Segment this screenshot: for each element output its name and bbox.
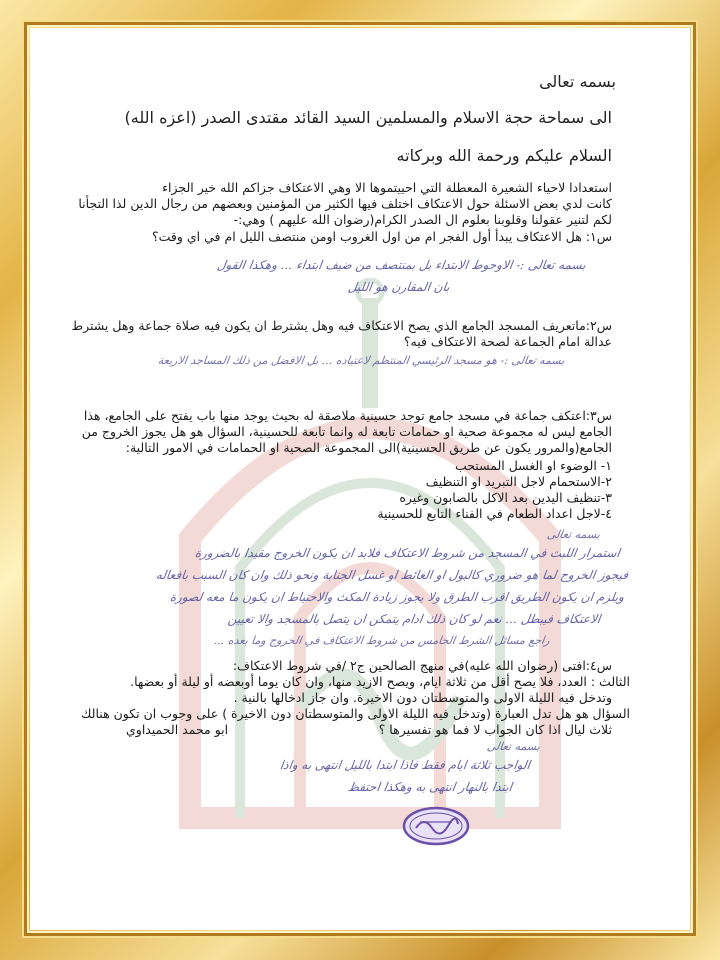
office-seal-stamp xyxy=(402,806,470,846)
answer-3-line-2: فيجوز الخروج لما هو ضروري كالبول او الغائط او غسل الجنابة ونحو ذلك وان كان السبب بافعاله xyxy=(154,568,629,582)
question-4-line-5: ثلاث ليال اذا كان الجواب لا فما هو تفسيرها ؟ xyxy=(378,722,612,737)
question-3-item-1: ١- الوضوء او الغسل المستحب xyxy=(454,458,612,473)
intro-line-2: كانت لدي بعض الاسئلة حول الاعتكاف اختلف فيها الكثير من المؤمنين وبعضهم من رجال الدين لذا التجأنا xyxy=(78,196,612,211)
answer-3-line-1: استمرار اللبث في المسجد من شروط الاعتكاف فلابد ان يكون الخروج مقيدا بالضرورة xyxy=(194,546,621,560)
answer-1-line-1: بسمه تعالى :- الاوحوط الابتداء بل بمنتصف من ضيف ابتداء ... وهكذا القول xyxy=(216,258,587,272)
question-3-item-4: ٤-لاجل اعداد الطعام في الفناء التابع للحسينية xyxy=(377,506,612,521)
answer-2: بسمه تعالى :- هو مسجد الرئيسي المنتظم لاعتياده ... بل الافضل من ذلك المساجد الاربعة xyxy=(156,354,565,367)
letter-paper xyxy=(30,28,690,930)
question-4-line-2: الثالث : العدد، فلا يصح أقل من ثلاثة ايام، ويصح الازيد منها، وان كان يوما أوبعضه أو ليلة أو بعضها. xyxy=(130,674,630,689)
question-3-line-1: س٣:اعتكف جماعة في مسجد جامع توجد حسينية ملاصقة له بحيث يوجد منها باب يفتح على الجامع، هذا xyxy=(83,408,612,423)
answer-3-line-3: ويلزم ان يكون الطريق اقرب الطرق ولا يجوز زيادة المكث والاحتياط ان يكون ما معه لصورة xyxy=(168,590,625,604)
answer-3-heading: بسمه تعالى xyxy=(546,528,601,541)
answer-1-line-2: بان المقارن هو الليل xyxy=(347,280,451,294)
basmala-heading: بسمه تعالى xyxy=(539,72,616,91)
addressee-line: الى سماحة حجة الاسلام والمسلمين السيد القائد مقتدى الصدر (اعزه الله) xyxy=(124,108,612,127)
question-2-line-1: س٢:ماتعريف المسجد الجامع الذي يصح الاعتكاف فيه وهل يشترط ان يكون فيه صلاة جماعة وهل يشترط xyxy=(71,318,612,333)
question-4-line-3: وتدخل فيه الليلة الاولى والمتوسطتان دون الاخيرة. وان جاز ادخالها بالنية . xyxy=(233,690,612,705)
intro-line-1: استعدادا لاحياء الشعيرة المعطلة التي احييتموها الا وهي الاعتكاف جزاكم الله خير الجزاء xyxy=(162,180,612,195)
question-2-line-2: عدالة امام الجماعة لصحة الاعتكاف فيه؟ xyxy=(403,334,612,349)
intro-line-3: لكم لتنير عقولنا وقلوبنا بعلوم ال الصدر الكرام(رضوان الله عليهم ) وهي:- xyxy=(233,212,612,227)
question-3-item-3: ٣-تنظيف اليدين بعد الاكل بالصابون وغيره xyxy=(399,490,612,505)
question-4-line-1: س٤:افتى (رضوان الله عليه)في منهج الصالحين ج٢ /في شروط الاعتكاف: xyxy=(232,658,612,673)
question-1: س١: هل الاعتكاف يبدأ أول الفجر ام من اول الغروب اومن منتصف الليل ام في اي وقت؟ xyxy=(152,229,612,244)
question-3-line-3: الجامع(والمرور يكون عن طريق الحسينية)الى المجموعة الصحية او الحمامات في الامور التالية: xyxy=(125,440,612,455)
question-4-line-4: السؤال هو هل تدل العبارة (وتدخل فيه الليلة الاولى والمتوسطتان دون الاخيرة ) على وجوب ان تكون هنالك xyxy=(81,706,630,721)
answer-4-heading: بسمه تعالى xyxy=(486,740,541,753)
answer-3-line-4: الاعتكاف فيبطل ... نعم لو كان ذلك ادام يتمكن ان يتصل بالمسجد والا تعيين xyxy=(226,612,601,626)
signature-name: ابو محمد الحميداوي xyxy=(126,722,229,737)
question-3-item-2: ٢-الاستحمام لاجل التبريد او التنظيف xyxy=(425,474,612,489)
answer-4-line-1: الواجب ثلاثة ايام فقط فاذا ابتدا بالليل انتهى به واذا xyxy=(278,758,531,772)
answer-3-line-5: راجع مسائل الشرط الخامس من شروط الاعتكاف في الخروج وما بعده ... xyxy=(213,634,551,647)
question-3-line-2: الجامع ليس له مجموعة صحية او حمامات تابعة له وانما تابعة للحسينية، السؤال هو هل يجوز الخروج من xyxy=(81,424,612,439)
greeting-line: السلام عليكم ورحمة الله وبركاته xyxy=(396,146,612,165)
answer-4-line-2: ابتدا بالنهار انتهى به وهكذا احتفظ xyxy=(346,780,513,794)
